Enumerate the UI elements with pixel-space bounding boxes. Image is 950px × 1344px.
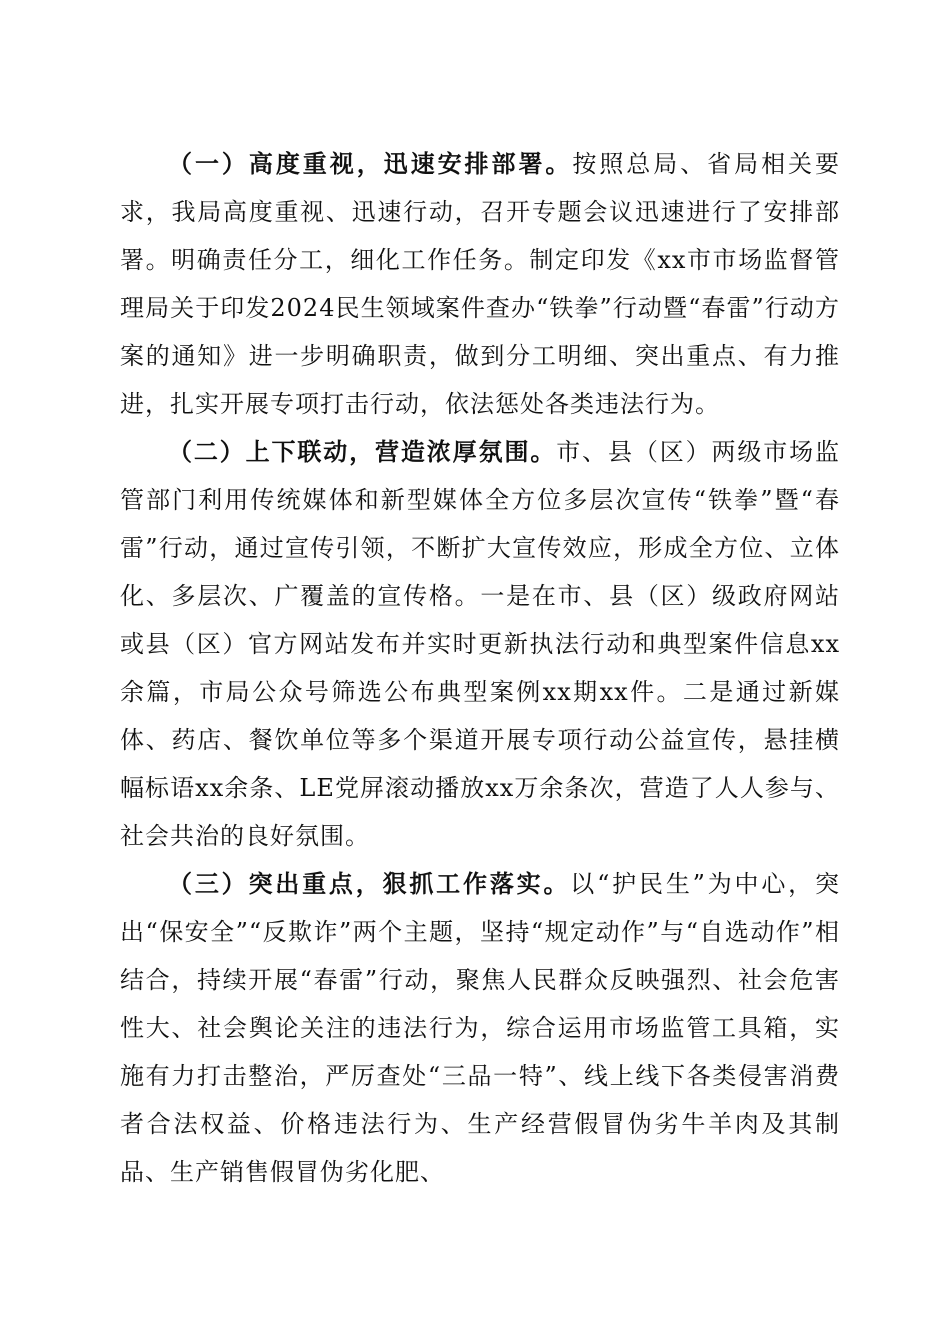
paragraph-3-heading: （三）突出重点，狠抓工作落实。 [168,869,571,898]
paragraph-3-text: 以“护民生”为中心，突出“保安全”“反欺诈”两个主题，坚持“规定动作”与“自选动作”相结合，持续开展“春雷”行动，聚焦人民群众反映强烈、社会危害性大、社会舆论关注的违法行为，综合运用市场监管工具箱，实施有力打击整治，严厉查处“三品一特”、线上线下各类侵害消费者合法权益、价格违法行为、生产经营假冒伪劣牛羊肉及其制品、生产销售假冒伪劣化肥、 [120,870,841,1186]
paragraph-1 [120,140,840,428]
paragraph-3 [120,860,840,1196]
document-body [120,140,840,1196]
paragraph-1-heading: （一）高度重视，迅速安排部署。 [168,149,573,178]
paragraph-2-heading: （二）上下联动，营造浓厚氛围。 [168,437,557,466]
paragraph-1-text: 按照总局、省局相关要求，我局高度重视、迅速行动，召开专题会议迅速进行了安排部署。明确责任分工，细化工作任务。制定印发《xx市市场监督管理局关于印发2024民生领域案件查办“铁拳”行动暨“春雷”行动方案的通知》进一步明确职责，做到分工明细、突出重点、有力推进，扎实开展专项打击行动，依法惩处各类违法行为。 [120,150,840,418]
paragraph-2-text: 市、县（区）两级市场监管部门利用传统媒体和新型媒体全方位多层次宣传“铁拳”暨“春雷”行动，通过宣传引领，不断扩大宣传效应，形成全方位、立体化、多层次、广覆盖的宣传格。一是在市、县（区）级政府网站或县（区）官方网站发布并实时更新执法行动和典型案件信息xx余篇，市局公众号筛选公布典型案例xx期xx件。二是通过新媒体、药店、餐饮单位等多个渠道开展专项行动公益宣传，悬挂横幅标语xx余条、LE党屏滚动播放xx万余条次，营造了人人参与、社会共治的良好氛围。 [120,438,841,850]
paragraph-2 [120,428,840,860]
